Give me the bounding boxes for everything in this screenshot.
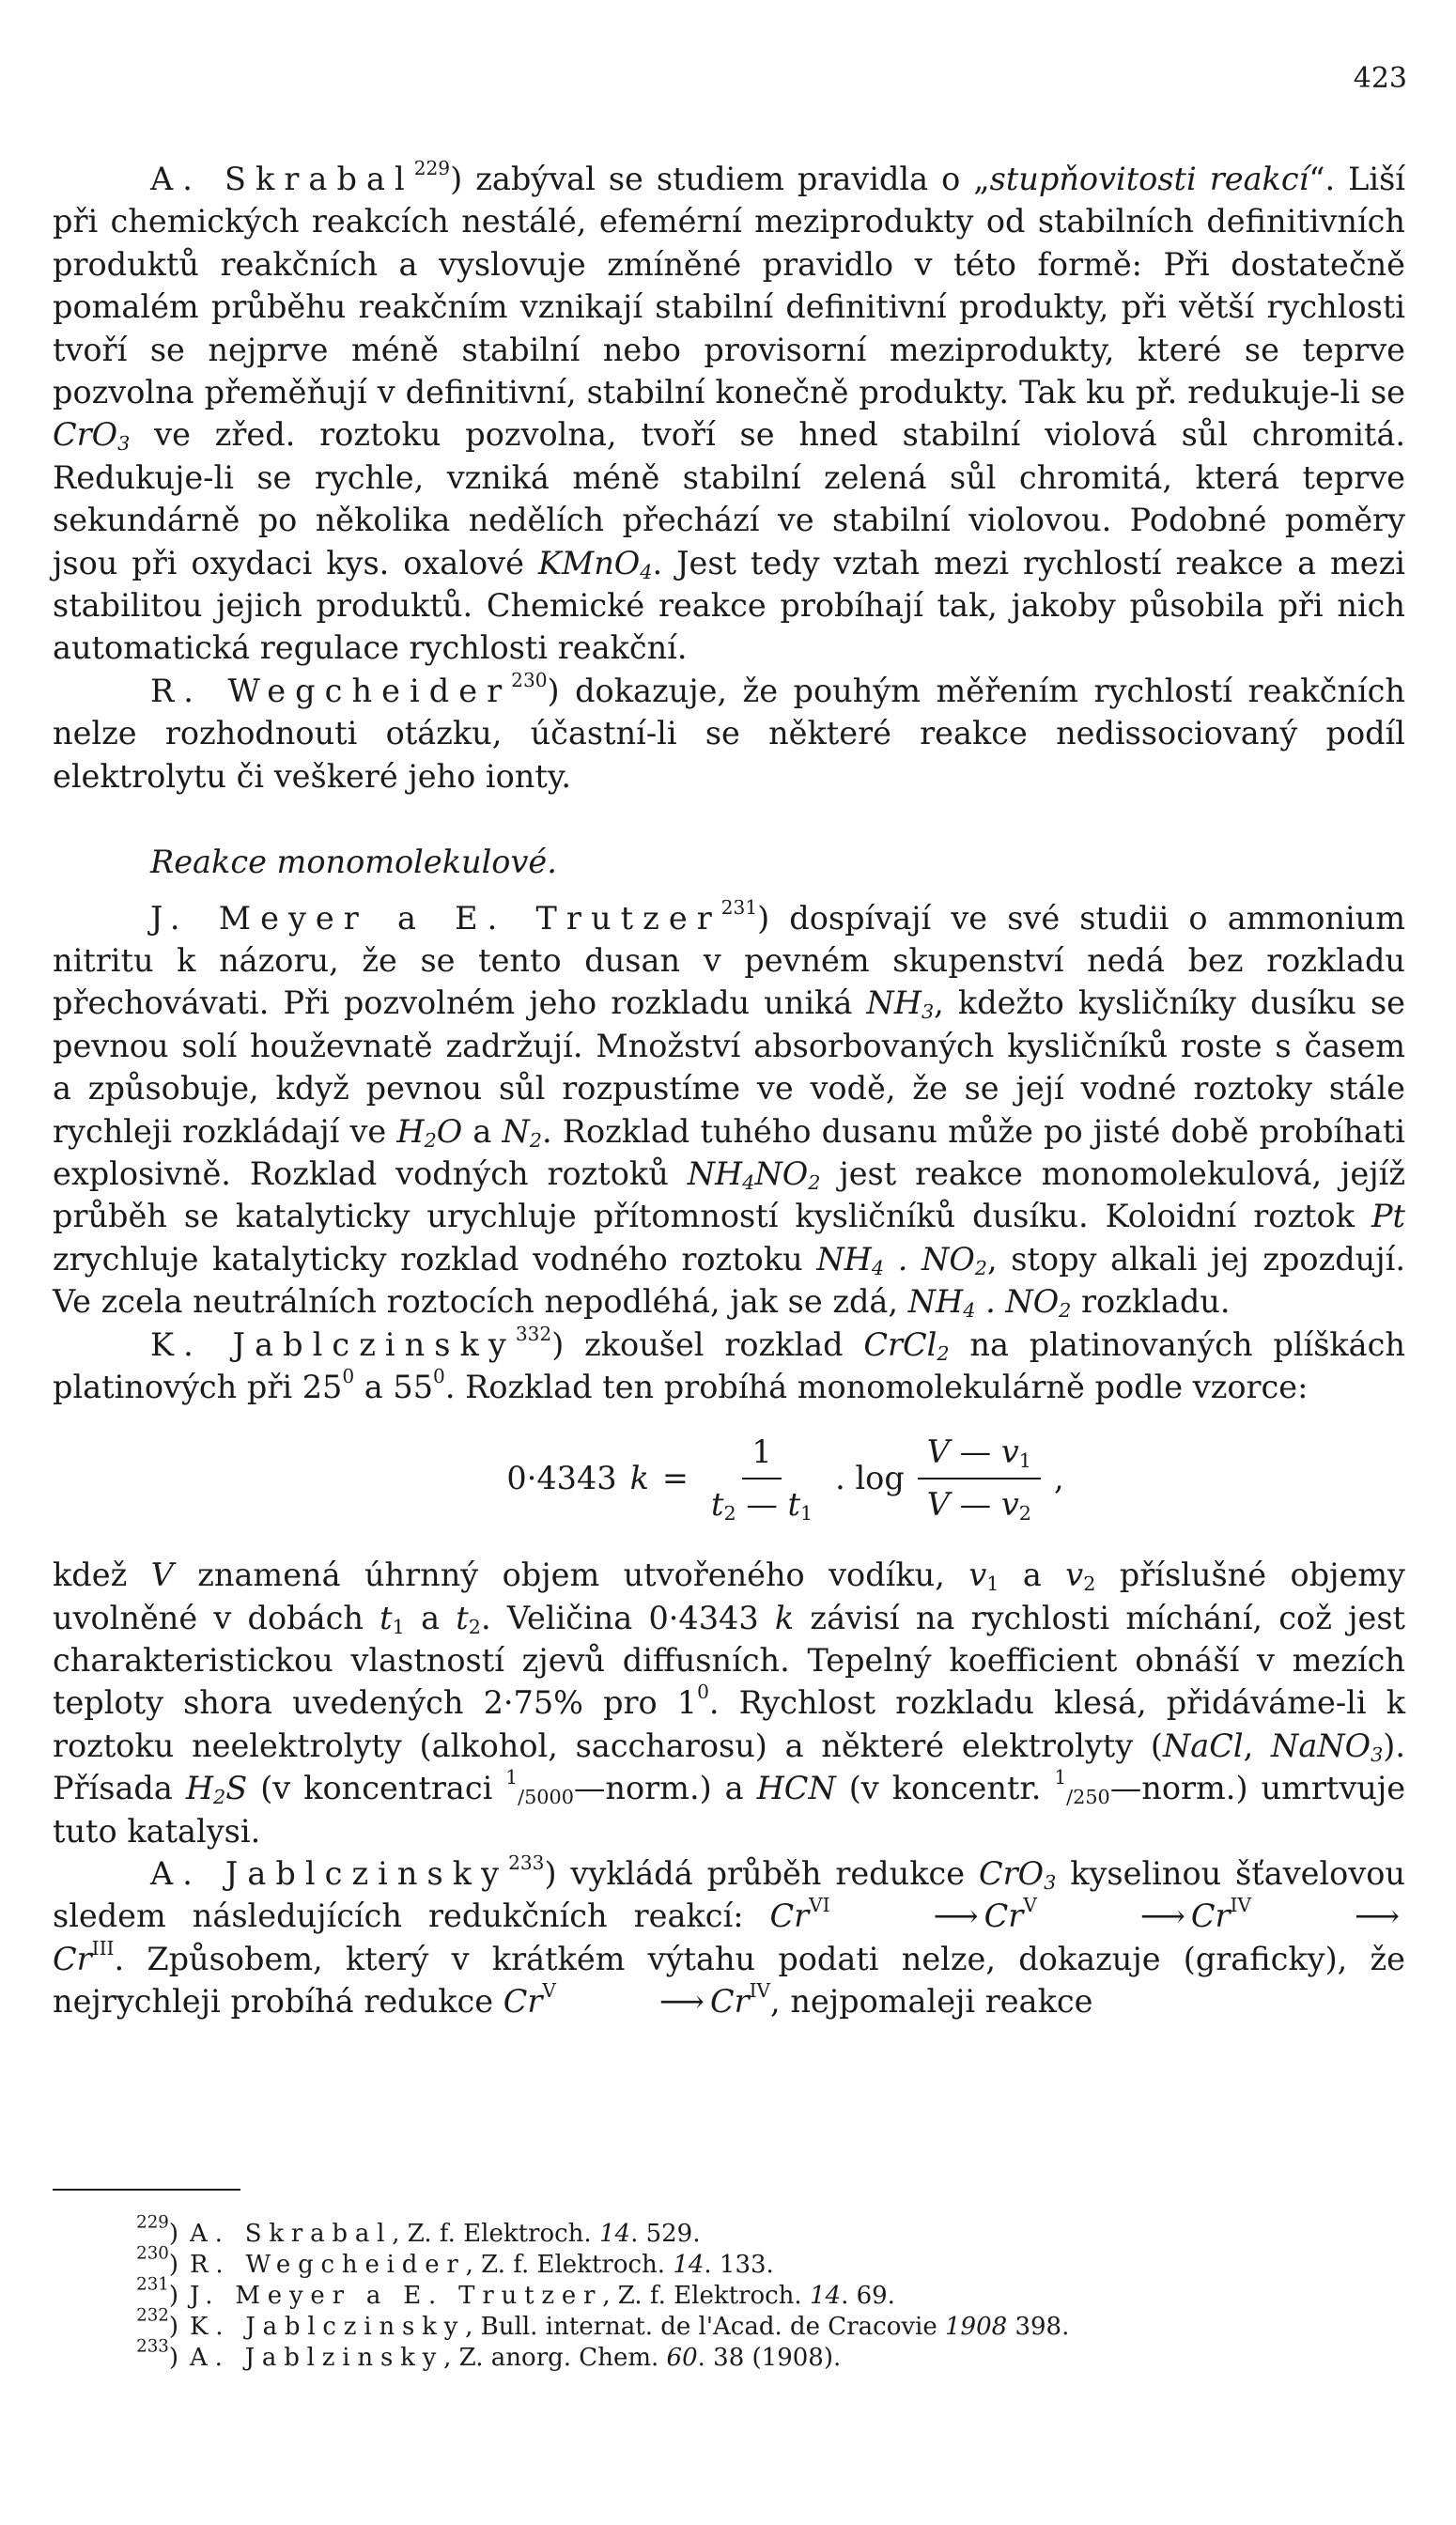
text-run: . Jest tedy vztah mezi rychlostí reakce a mezi stabilitou jejich produktů. Chemické reakce probíhají tak, jakoby působila při nich automatická regulace rychlosti reakční. (53, 544, 1405, 667)
text-run: příslušné objemy uvolněné v dobách (53, 1557, 1405, 1636)
chemical-formula: Cr (53, 1940, 92, 1977)
text-run: (v koncentraci (247, 1770, 506, 1807)
formula-part: v (1000, 1433, 1019, 1471)
author-name: K. Jablczinsky (150, 1325, 516, 1363)
author-name: A. Jablczinsky (150, 1855, 509, 1893)
text-run: zabýval se studiem pravidla o „ (462, 161, 990, 197)
formula-log: . log (835, 1460, 905, 1497)
formula-subscript: 2 (808, 1171, 821, 1195)
text-run: zrychluje katalyticky rozklad vodného roztoku (53, 1240, 817, 1278)
degree-mark: 0 (342, 1364, 355, 1387)
text-run: , (1243, 1727, 1271, 1764)
formula-subscript: 2 (529, 1128, 543, 1152)
formula-part: NH (866, 984, 922, 1022)
formula-part: NO (1005, 1283, 1060, 1321)
oxidation-state: III (91, 1936, 115, 1960)
footnote (118, 2274, 1415, 2312)
formula-subscript: 3 (117, 432, 131, 456)
fraction-numerator: 1 (505, 1766, 519, 1789)
chemical-formula (396, 1113, 462, 1150)
paragraph-skrabal: A. Skrabal$^{229}$) zabýval se studiem pravidla o „stupňovitosti reakcí“. Liší při chemických reakcích nestálé, efemérní meziprodukty od stabilních definitivních produktů reakčních a vyslovuje zmíněné pravidlo v této formě: Při dostatečně pomalém průběhu reakčním vznikají stabilní definitivní produkty, při větší rychlosti tvoří se nejprve méně stabilní nebo provisorní meziprodukty, které se teprve pozvolna přeměňují v definitivní, stabilní konečně produkty. Tak ku př. redukuje-li se CrO$_3$ ve zřed. roztoku pozvolna, tvoří se hned stabilní violová sůl chromitá. Redukuje-li se rychle, vzniká méně stabilní zelená sůl chromitá, která teprve sekundárně po několika nedělích přechází ve stabilní violovou. Podobné poměry jsou při oxydaci kys. oxalové KMnO$_4$. Jest tedy vztah mezi rychlostí reakce a mezi stabilitou jejich produktů. Chemické reakce probíhají tak, jakoby působila při nich automatická regulace rychlosti reakční. (53, 156, 1405, 667)
author-name: R. Wegcheider (150, 672, 512, 709)
footnote-number: 233 (136, 2336, 169, 2357)
formula-subscript: 4 (963, 1299, 976, 1323)
formula-part: NH (816, 1240, 872, 1278)
text-run: na platinovaných plíškách platinových při 25 (53, 1325, 1405, 1405)
paragraph-formula-explanation (53, 1554, 1405, 1852)
footnote-journal: , Z. f. Elektroch. (392, 2220, 599, 2248)
chemical-formula (538, 545, 653, 581)
paragraph-jablczinsky-k: K. Jablczinsky$^{332}$) zkoušel rozklad CrCl$_2$ na platinovaných plíškách platinových při $25^0$ a $55^0$. Rozklad ten probíhá monomolekulárně podle vzorce: (53, 1322, 1405, 1405)
fraction-denominator: /250 (1066, 1786, 1110, 1809)
formula-part: H (185, 1770, 214, 1807)
text-run: “. Liší při chemických reakcích nestálé, efemérní meziprodukty od stabilních definitivních produktů reakčních a vyslovuje zmíněné pravidlo v této formě: Při dostatečně pomalém průběhu reakčním vznikají stabilní definitivní produkty, při větší rychlosti tvoří se nejprve méně stabilní nebo provisorní meziprodukty, které se teprve pozvolna přeměňují v definitivní, stabilní konečně produkty. Tak ku př. redukuje-li se (53, 161, 1405, 411)
body-text (53, 158, 1405, 2023)
text-run: dokazuje, že pouhým měřením rychlostí reakčních nelze rozhodnouti otázku, účastní-li se některé reakce nedissociovaný podíl elektrolytu či veškeré jeho ionty. (53, 672, 1405, 795)
chemical-formula: NaCl (1162, 1727, 1244, 1764)
fraction-numerator: 1 (1054, 1766, 1067, 1789)
formula-subscript: 1 (986, 1572, 999, 1596)
chemical-formula (816, 1241, 987, 1278)
formula-subscript: 2 (424, 1128, 437, 1152)
formula-part: H (396, 1112, 425, 1150)
formula-part: O (436, 1112, 463, 1150)
fraction-volume (918, 1431, 1041, 1526)
oxidation-state: V (542, 1979, 556, 2003)
formula-subscript: 4 (871, 1256, 885, 1279)
footnote-page: . 38 (1908). (697, 2344, 842, 2372)
footnote-author: A. Jablzinsky (190, 2344, 444, 2372)
text-run: ve zřed. roztoku pozvolna, tvoří se hned stabilní violová sůl chromitá. Redukuje-li se rychle, vzniká méně stabilní zelená sůl chromitá, která teprve sekundárně po několika nedělích přechází ve stabilní violovou. Podobné poměry jsou při oxydaci kys. oxalové (53, 416, 1405, 581)
text-run: a (404, 1599, 457, 1636)
formula-part: V (926, 1433, 950, 1471)
footnote-number: 229 (136, 2212, 169, 2233)
paragraph-wegcheider: R. Wegcheider$^{230}$) dokazuje, že pouhým měřením rychlostí reakčních nelze rozhodnouti otázku, účastní-li se některé reakce nedissociovaný podíl elektrolytu či veškeré jeho ionty. (53, 668, 1405, 795)
fraction-time (702, 1431, 822, 1526)
formula-subscript: 2 (213, 1786, 226, 1809)
paragraph-meyer-trutzer: J. Meyer a E. Trutzer$^{231}$) dospívají ve své studii o ammonium nitritu k názoru, že se tento dusan v pevném skupenství nedá bez rozkladu přechovávati. Při pozvolném jeho rozkladu uniká $NH_3$, kdežto kysličníky dusíku se pevnou solí houževnatě zadržují. Množství absorbovaných kysličníků roste s časem a způsobuje, když pevnou sůl rozpustíme ve vodě, že se její vodné roztoky stále rychleji rozkládají ve $H_2O$ a $N_2$. Rozklad tuhého dusanu může po jisté době probíhati explosivně. Rozklad vodných roztoků $NH_4NO_2$ jest reakce monomolekulová, jejíž průběh se katalyticky urychluje přítomností kysličníků dusíku. Koloidní roztok Pt zrychluje katalyticky rozklad vodného roztoku $NH_4$ . $NO_2$, stopy alkali jej zpozdují. Ve zcela neutrálních roztocích nepodléhá, jak se zdá, $NH_4$ . $NO_2$ rozkladu. (53, 895, 1406, 1323)
chemical-formula (502, 1113, 542, 1150)
formula-part: CrO (53, 416, 118, 454)
chemical-formula: Cr (984, 1898, 1024, 1935)
formula-part: k (774, 1599, 795, 1636)
formula-part: t (710, 1485, 724, 1523)
formula-comma: , (1053, 1460, 1064, 1497)
formula-subscript: 2 (1059, 1299, 1072, 1323)
text-run: a (462, 1112, 503, 1150)
formula-part: — (950, 1485, 1001, 1523)
footnote-volume: 14 (673, 2251, 705, 2279)
chemical-formula (863, 1326, 949, 1363)
formula-subscript: 2 (468, 1615, 481, 1638)
footnote-mark: $^{232}$) (136, 2305, 178, 2341)
formula-subscript: 2 (1083, 1572, 1096, 1596)
degree-mark: 0 (697, 1681, 709, 1704)
reaction-arrow-icon: ⟶ (1139, 1898, 1185, 1935)
chemical-formula: Pt (1371, 1198, 1405, 1235)
formula-subscript: 2 (937, 1341, 950, 1365)
chemical-formula (978, 1855, 1057, 1895)
footnote-journal: , Bull. internat. de l'Acad. de Cracovie (465, 2313, 946, 2341)
formula-subscript: 4 (640, 560, 653, 583)
formula-part: t (379, 1599, 393, 1636)
formula-part: V (150, 1557, 174, 1594)
formula-k: k (629, 1460, 649, 1497)
degree-mark: 0 (433, 1364, 445, 1387)
footnote-number: 231 (136, 2274, 169, 2295)
footnote-page: . 69. (841, 2282, 895, 2310)
formula-part: NH (687, 1154, 743, 1192)
footnote-page: 398. (1007, 2313, 1070, 2341)
text-run: závisí na rychlosti míchání, což jest charakteristickou vlastností zjevů diffusních. Tepelný koefficient obnáší v mezích teploty shora uvedených 2·75% pro 1 (53, 1599, 1405, 1722)
page-number: 423 (1353, 62, 1407, 95)
footnote-text (190, 2281, 895, 2312)
footnote-mark: $^{230}$) (136, 2243, 178, 2279)
author-name: A. Skrabal (150, 161, 414, 197)
chemical-formula (53, 416, 131, 456)
reaction-arrow-icon: ⟶ (658, 1983, 705, 2021)
footnote-divider (53, 2189, 240, 2191)
footnote-page: . 529. (630, 2220, 701, 2248)
section-heading: Reakce monomolekulové. (150, 844, 557, 881)
footnote-author: J. Meyer a E. Trutzer (190, 2282, 603, 2310)
formula-part: NO (922, 1240, 975, 1278)
text-run: a (999, 1557, 1066, 1594)
chemical-formula (687, 1154, 821, 1195)
footnote (118, 2336, 1415, 2374)
chemical-formula: HCN (756, 1770, 836, 1807)
chemical-formula (185, 1770, 248, 1809)
text-run: zkoušel rozklad (564, 1325, 864, 1363)
footnote-volume: 14 (809, 2282, 842, 2310)
footnote-mark: $^{229}$) (136, 2212, 178, 2248)
fraction-denominator: /5000 (518, 1786, 574, 1809)
text-run: (v koncentr. (835, 1770, 1055, 1807)
oxidation-state: IV (749, 1979, 771, 2003)
chemical-formula: Cr (1190, 1898, 1231, 1935)
formula-subscript: 3 (1044, 1871, 1057, 1895)
footnote-author: K. Jablczinsky (190, 2313, 466, 2341)
formula-subscript: 1 (799, 1501, 813, 1525)
chemical-formula (907, 1283, 1072, 1323)
fraction-numerator (918, 1431, 1041, 1479)
formula-part: . (975, 1283, 1006, 1321)
formula-part: S (225, 1770, 248, 1807)
text-run: , stopy alkali jej zpozdují. Ve zcela neutrálních roztocích nepodléhá, jak se zdá, (53, 1240, 1406, 1321)
formula-part: t (787, 1485, 800, 1523)
text-run: jest reakce monomolekulová, jejíž průběh se katalyticky urychluje přítomností kysličníků dusíku. Koloidní roztok (53, 1154, 1405, 1235)
footnote-volume: 1908 (945, 2313, 1008, 2341)
chemical-formula: Cr (503, 1983, 543, 2021)
formula-part: N (502, 1112, 530, 1150)
footnote-ref: 231 (720, 895, 758, 919)
emphasized-term: stupňovitosti reakcí (989, 161, 1309, 197)
formula-part: KMnO (537, 544, 641, 581)
formula-part: v (1000, 1485, 1019, 1523)
text-run: rozkladu. (1071, 1283, 1231, 1321)
text-run: a 55 (354, 1368, 434, 1405)
formula-part: v (1065, 1557, 1084, 1594)
chemical-formula: Cr (709, 1983, 750, 2021)
text-run: kdež (53, 1557, 151, 1594)
text-run: . Rozklad ten probíhá monomolekulárně podle vzorce: (444, 1368, 1309, 1405)
footnote-volume: 14 (598, 2220, 631, 2248)
formula-part: t (456, 1599, 469, 1636)
footnote-text (190, 2219, 700, 2250)
formula-part: . (884, 1240, 922, 1278)
footnote-ref: 332 (515, 1322, 552, 1345)
footnote-author: R. Wegcheider (190, 2251, 466, 2279)
text-run: . Způsobem, který v krátkém výtahu podati nelze, dokazuje (graficky), že nejrychleji probíhá redukce (53, 1940, 1405, 2021)
footnote-ref: 230 (511, 668, 548, 691)
footnote-journal: , Z. f. Elektroch. (602, 2282, 810, 2310)
footnote-text (190, 2343, 841, 2374)
footnote-journal: , Z. f. Elektroch. (465, 2251, 674, 2279)
footnote (118, 2305, 1415, 2343)
oxidation-state: IV (1230, 1894, 1251, 1917)
fraction-denominator (702, 1479, 822, 1526)
footnote-journal: , Z. anorg. Chem. (443, 2344, 667, 2372)
text-run: . Rozklad tuhého dusanu může po jisté době probíhati explosivně. Rozklad vodných roztoků (53, 1112, 1405, 1192)
text-run: . Rychlost rozkladu klesá, přidáváme-li k roztoku neelektrolyty (alkohol, saccharosu) a některé elektrolyty ( (53, 1684, 1405, 1764)
footnote-page: . 133. (704, 2251, 774, 2279)
chemical-formula: Cr (769, 1898, 810, 1935)
text-run: znamená úhrnný objem utvořeného vodíku, (173, 1557, 969, 1594)
text-run: dospívají ve své studii o ammonium nitritu k názoru, že se tento dusan v pevném skupenství nedá bez rozkladu přechovávati. Při pozvolném jeho rozkladu uniká (53, 899, 1405, 1022)
formula-part: — (736, 1485, 788, 1523)
chemical-formula (1271, 1727, 1383, 1764)
formula-subscript: 2 (723, 1501, 736, 1525)
footnote (118, 2243, 1415, 2281)
footnotes (118, 2212, 1415, 2374)
rate-equation (165, 1431, 1405, 1526)
footnote-text (190, 2250, 774, 2281)
formula-coefficient: 0·4343 (506, 1460, 617, 1497)
fraction-denominator (918, 1479, 1041, 1526)
formula-subscript: 2 (974, 1256, 987, 1279)
chemical-formula (866, 984, 935, 1024)
formula-part: NaNO (1271, 1727, 1371, 1764)
reaction-arrow-icon: ⟶ (933, 1898, 979, 1935)
paragraph-jablczinsky-a: A. Jablczinsky$^{233}$) vykládá průběh redukce CrO$_3$ kyselinou šťavelovou sledem následujících redukčních reakcí: $Cr^{VI}$ ⟶ $Cr^V$ ⟶ $Cr^{IV}$ $⟶Cr^{III}$. Způsobem, který v krátkém výtahu podati nelze, dokazuje (graficky), že nejrychleji probíhá redukce $Cr^V$ ⟶ $Cr^{IV}$, nejpomaleji reakce (53, 1852, 1405, 2023)
footnote-text (190, 2312, 1069, 2343)
footnote-ref: 233 (508, 1851, 545, 1874)
formula-subscript: 1 (1018, 1449, 1031, 1473)
text-run: kyselinou šťavelovou sledem následujících redukčních reakcí: (53, 1855, 1405, 1935)
footnote-author: A. Skrabal (190, 2220, 393, 2248)
footnote (118, 2212, 1415, 2250)
reaction-arrow-icon: ⟶ (1354, 1898, 1400, 1935)
footnote-mark: $^{233}$) (136, 2336, 178, 2372)
formula-equals: = (661, 1460, 689, 1497)
text-run: ). Přísada (53, 1727, 1405, 1807)
formula-part: V (926, 1485, 950, 1523)
text-run: —norm.) a (573, 1770, 757, 1807)
text-run: . Veličina 0·4343 (480, 1599, 775, 1636)
footnote-number: 230 (136, 2243, 169, 2264)
footnote-ref: 229 (413, 156, 451, 179)
formula-part: — (950, 1433, 1001, 1471)
formula-part: CrO (978, 1855, 1045, 1893)
formula-part: CrCl (863, 1325, 937, 1363)
text-run: , nejpomaleji reakce (770, 1983, 1093, 2021)
footnote-volume: 60 (666, 2344, 698, 2372)
oxidation-state: VI (809, 1894, 830, 1917)
formula-subscript: 4 (742, 1171, 755, 1195)
formula-subscript: 2 (1018, 1501, 1031, 1525)
footnote-mark: $^{231}$) (136, 2274, 178, 2310)
author-name: J. Meyer a E. Trutzer (150, 899, 721, 937)
text-run: —norm.) umrtvuje tuto katalysi. (53, 1770, 1406, 1850)
formula-part: NO (754, 1154, 809, 1192)
formula-subscript: 3 (921, 1000, 935, 1024)
formula-subscript: 3 (1371, 1743, 1384, 1766)
oxidation-state: V (1023, 1894, 1037, 1917)
fraction-numerator: 1 (742, 1431, 781, 1479)
formula-subscript: 1 (392, 1615, 405, 1638)
formula-part: v (968, 1557, 987, 1594)
formula-part: NH (907, 1283, 964, 1321)
footnote-number: 232 (136, 2305, 169, 2326)
text-run: , kdežto kysličníky dusíku se pevnou solí houževnatě zadržují. Množství absorbovaných kysličníků roste s časem a způsobuje, když pevnou sůl rozpustíme ve vodě, že se její vodné roztoky stále rychleji rozkládají ve (53, 984, 1405, 1150)
text-run: vykládá průběh redukce (556, 1855, 979, 1893)
